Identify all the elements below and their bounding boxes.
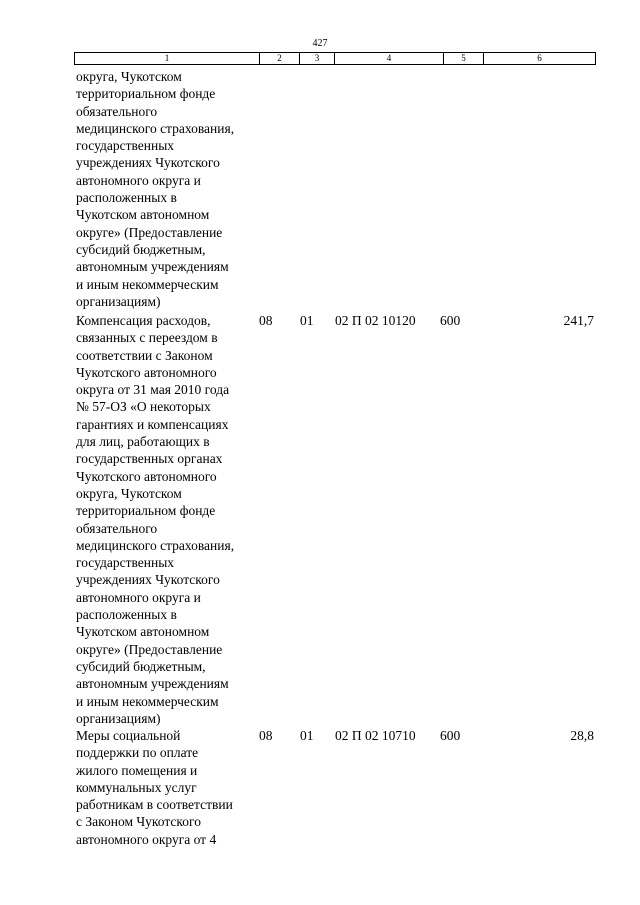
target-article-code: 02 П 02 10710 (335, 728, 416, 743)
description-line: коммунальных услуг (76, 779, 197, 795)
description-line: государственных (76, 555, 175, 571)
description-line: округа, Чукотском (76, 485, 182, 501)
description-line: № 57-ОЗ «О некоторых (76, 399, 211, 415)
description-line: автономным учреждениям (76, 259, 229, 275)
column-header-2: 2 (259, 53, 299, 64)
description-line: и иным некоммерческим (76, 276, 219, 292)
description-line: медицинского страхования, (76, 120, 235, 136)
description-line: организациям) (76, 710, 161, 726)
amount-value: 28,8 (570, 728, 594, 743)
column-header-6: 6 (483, 53, 595, 64)
podrazdel-code: 01 (300, 728, 314, 743)
description-line: расположенных в (76, 607, 177, 623)
target-article-code: 02 П 02 10120 (335, 313, 416, 328)
column-header-3: 3 (299, 53, 334, 64)
description-line: округа от 31 мая 2010 года (76, 382, 230, 398)
description-line: государственных органах (76, 451, 223, 467)
razdel-code: 08 (259, 728, 273, 743)
column-header-4: 4 (334, 53, 443, 64)
description-line: субсидий бюджетным, (76, 241, 206, 257)
description-line: Компенсация расходов, (76, 313, 211, 328)
page-number: 427 (312, 38, 328, 49)
description-line: территориальном фонде (76, 86, 216, 102)
description-line: округе» (Предоставление (76, 224, 223, 240)
description-line: обязательного (76, 103, 158, 119)
description-line: Чукотском автономном (76, 624, 210, 640)
table-header (74, 52, 596, 65)
description-line: округа, Чукотском (76, 69, 182, 84)
description-line: учреждениях Чукотского (76, 155, 220, 171)
razdel-code: 08 (259, 313, 273, 328)
description-line: работникам в соответствии (76, 797, 233, 813)
description-line: автономного округа от 4 (76, 831, 217, 847)
row-description (76, 312, 258, 727)
expense-type-code: 600 (440, 728, 461, 743)
description-line: медицинского страхования, (76, 537, 235, 553)
description-line: жилого помещения и (76, 762, 198, 778)
description-line: с Законом Чукотского (76, 814, 201, 830)
description-line: государственных (76, 138, 175, 154)
description-line: и иным некоммерческим (76, 693, 219, 709)
description-line: Чукотского автономного (76, 364, 217, 380)
description-line: поддержки по оплате (76, 745, 199, 761)
description-line: субсидий бюджетным, (76, 658, 206, 674)
description-line: связанных с переездом в (76, 330, 218, 346)
description-line: Меры социальной (76, 728, 181, 743)
description-line: организациям) (76, 293, 161, 309)
description-line: Чукотского автономного (76, 468, 217, 484)
description-line: соответствии с Законом (76, 347, 213, 363)
row-description (76, 727, 258, 848)
column-header-5: 5 (443, 53, 483, 64)
amount-value: 241,7 (563, 313, 594, 328)
description-line: расположенных в (76, 190, 177, 206)
podrazdel-code: 01 (300, 313, 314, 328)
description-line: автономного округа и (76, 172, 201, 188)
column-header-1: 1 (164, 53, 170, 63)
description-line: Чукотском автономном (76, 207, 210, 223)
description-line: обязательного (76, 520, 158, 536)
description-line: автономным учреждениям (76, 676, 229, 692)
description-line: гарантиях и компенсациях (76, 416, 229, 432)
description-line: территориальном фонде (76, 503, 216, 519)
description-line: автономного округа и (76, 589, 201, 605)
description-line: округе» (Предоставление (76, 641, 223, 657)
description-line: для лиц, работающих в (76, 434, 210, 450)
expense-type-code: 600 (440, 313, 461, 328)
description-line: учреждениях Чукотского (76, 572, 220, 588)
row-description (76, 68, 258, 310)
